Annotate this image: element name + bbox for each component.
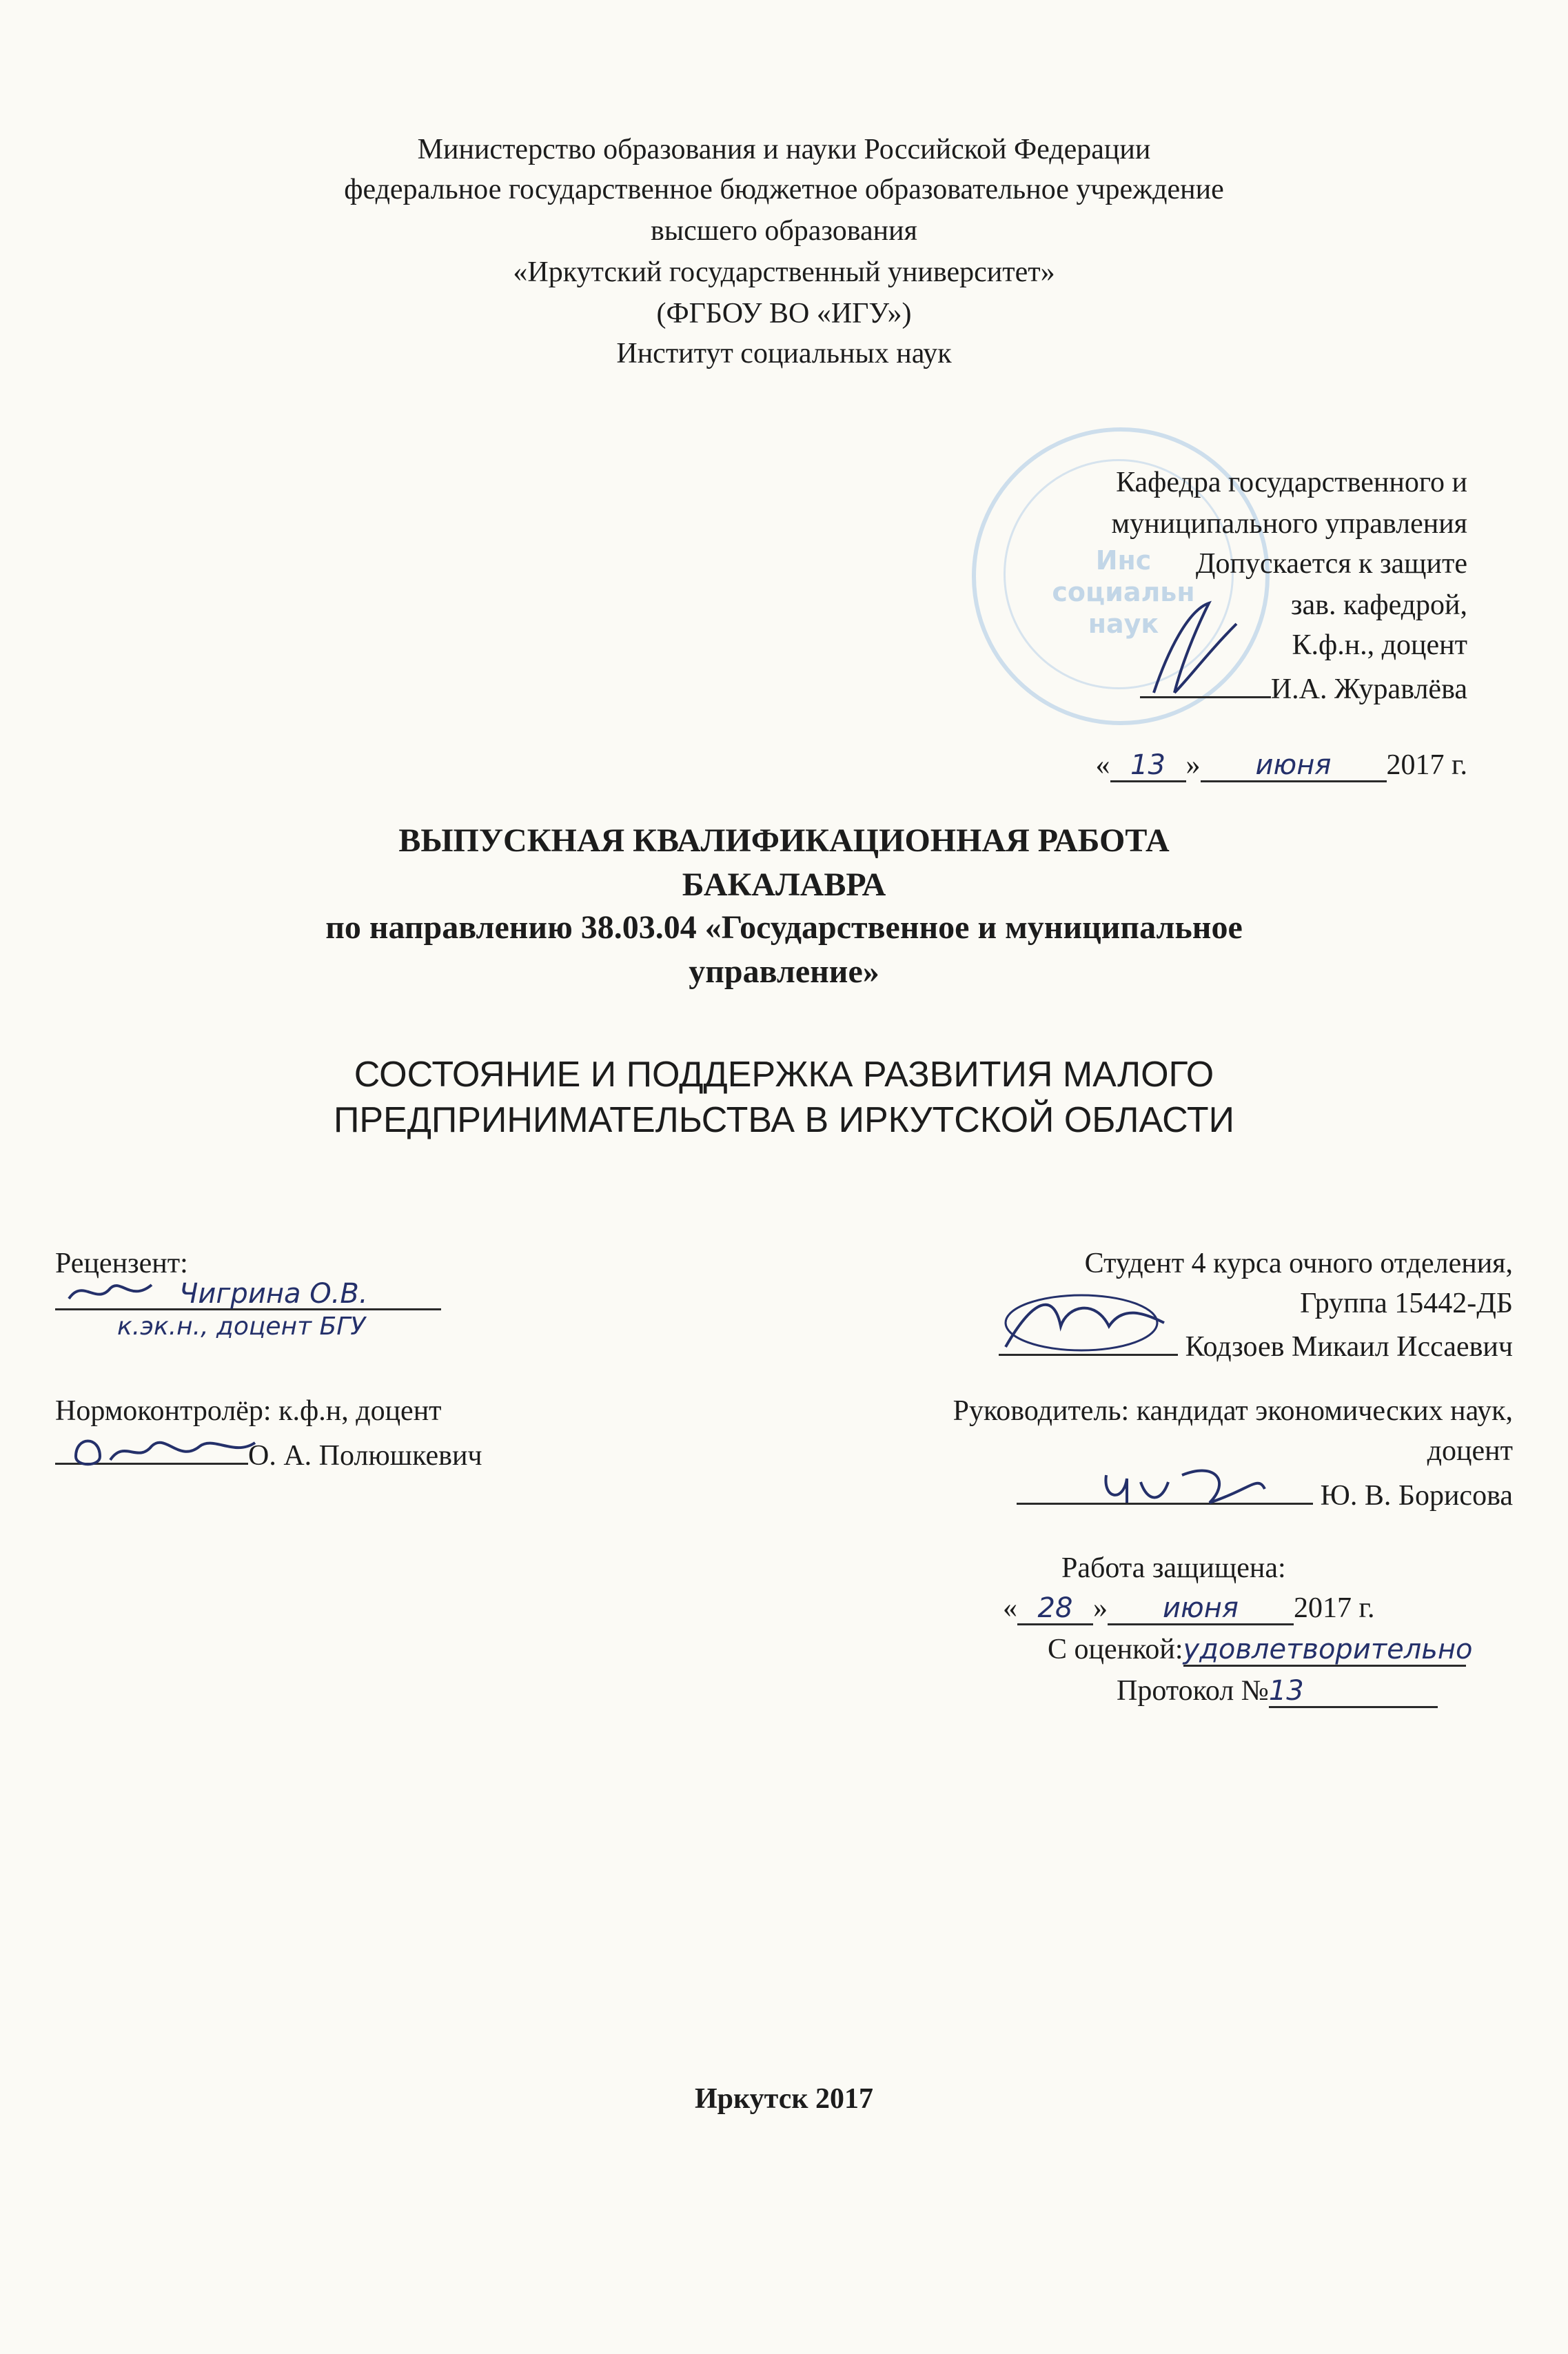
reviewer-signature-line [55,1278,482,1341]
head-signature-line [1140,669,1467,707]
supervisor-name: Ю. В. Борисова [1320,1480,1513,1512]
defense-grade-value: удовлетворительно [1183,1634,1473,1665]
admitted-line: Допускается к защите [1195,548,1467,580]
defense-month: июня [1108,1593,1294,1625]
work-title-line1: ВЫПУСКНАЯ КВАЛИФИКАЦИОННАЯ РАБОТА [398,822,1170,859]
defense-day: 28 [1017,1593,1093,1625]
institution-type-line: федеральное государственное бюджетное образовательное учреждение [344,174,1224,205]
approval-year: 2017 г. [1386,749,1467,781]
abbr-line: (ФГБОУ ВО «ИГУ») [656,298,912,329]
normcontrol-name: О. А. Полюшкевич [248,1440,482,1472]
reviewer-handwritten-name: Чигрина О.В. [179,1278,368,1310]
defense-protocol-line: Протокол №13 [1117,1674,1438,1708]
student-signature-icon [992,1285,1171,1361]
stamp-text: Инс социальн наук [1052,545,1195,639]
city-year: Иркутск 2017 [694,2083,874,2115]
defense-date-line: « 28 » июня 2017 г. [1003,1592,1375,1624]
department-line1: Кафедра государственного и [1116,467,1467,498]
student-course: Студент 4 курса очного отделения, [1084,1248,1513,1279]
defense-protocol-value: 13 [1269,1676,1438,1708]
degree-line: К.ф.н., доцент [1292,629,1467,661]
work-title-line2: БАКАЛАВРА [682,866,886,903]
approval-date-line: « 13 » июня 2017 г. [1095,749,1467,781]
institute-line: Институт социальных наук [616,338,952,369]
supervisor-signature-icon [1092,1461,1272,1510]
normcontrol-label: Нормоконтролёр: к.ф.н, доцент [55,1395,442,1427]
topic-line1: СОСТОЯНИЕ И ПОДДЕРЖКА РАЗВИТИЯ МАЛОГО [354,1055,1214,1095]
ministry-line: Министерство образования и науки Российской Федерации [417,134,1151,165]
approval-month: июня [1201,750,1387,782]
supervisor-label: Руководитель: кандидат экономических наук, [953,1395,1513,1427]
direction-line2: управление» [689,953,879,990]
education-level-line: высшего образования [651,215,917,247]
defense-year: 2017 г. [1294,1592,1375,1624]
department-line2: муниципального управления [1111,508,1467,540]
head-signature-icon [1126,596,1250,700]
topic-line2: ПРЕДПРИНИМАТЕЛЬСТВА В ИРКУТСКОЙ ОБЛАСТИ [333,1100,1235,1140]
student-name: Кодзоев Микаил Иссаевич [1185,1331,1513,1363]
university-line: «Иркутский государственный университет» [513,256,1055,288]
normcontrol-signature-icon [62,1425,269,1474]
defense-label: Работа защищена: [1061,1552,1286,1584]
normcontrol-signature-line [55,1435,482,1473]
supervisor-signature-line [1017,1475,1513,1513]
supervisor-rank: доцент [1427,1435,1513,1467]
reviewer-handwritten-position: к.эк.н., доцент БГУ [117,1312,366,1341]
student-group: Группа 15442-ДБ [1300,1288,1513,1319]
head-line: зав. кафедрой, [1290,589,1467,621]
reviewer-signature-icon [62,1271,159,1312]
student-signature-line [999,1326,1513,1364]
defense-grade-line: С оценкой:удовлетворительно [1048,1634,1473,1665]
reviewer-label: Рецензент: [55,1248,188,1279]
approval-day: 13 [1110,750,1186,782]
direction-line1: по направлению 38.03.04 «Государственное и муниципальное [325,909,1243,946]
head-name: И.А. Журавлёва [1270,673,1467,705]
